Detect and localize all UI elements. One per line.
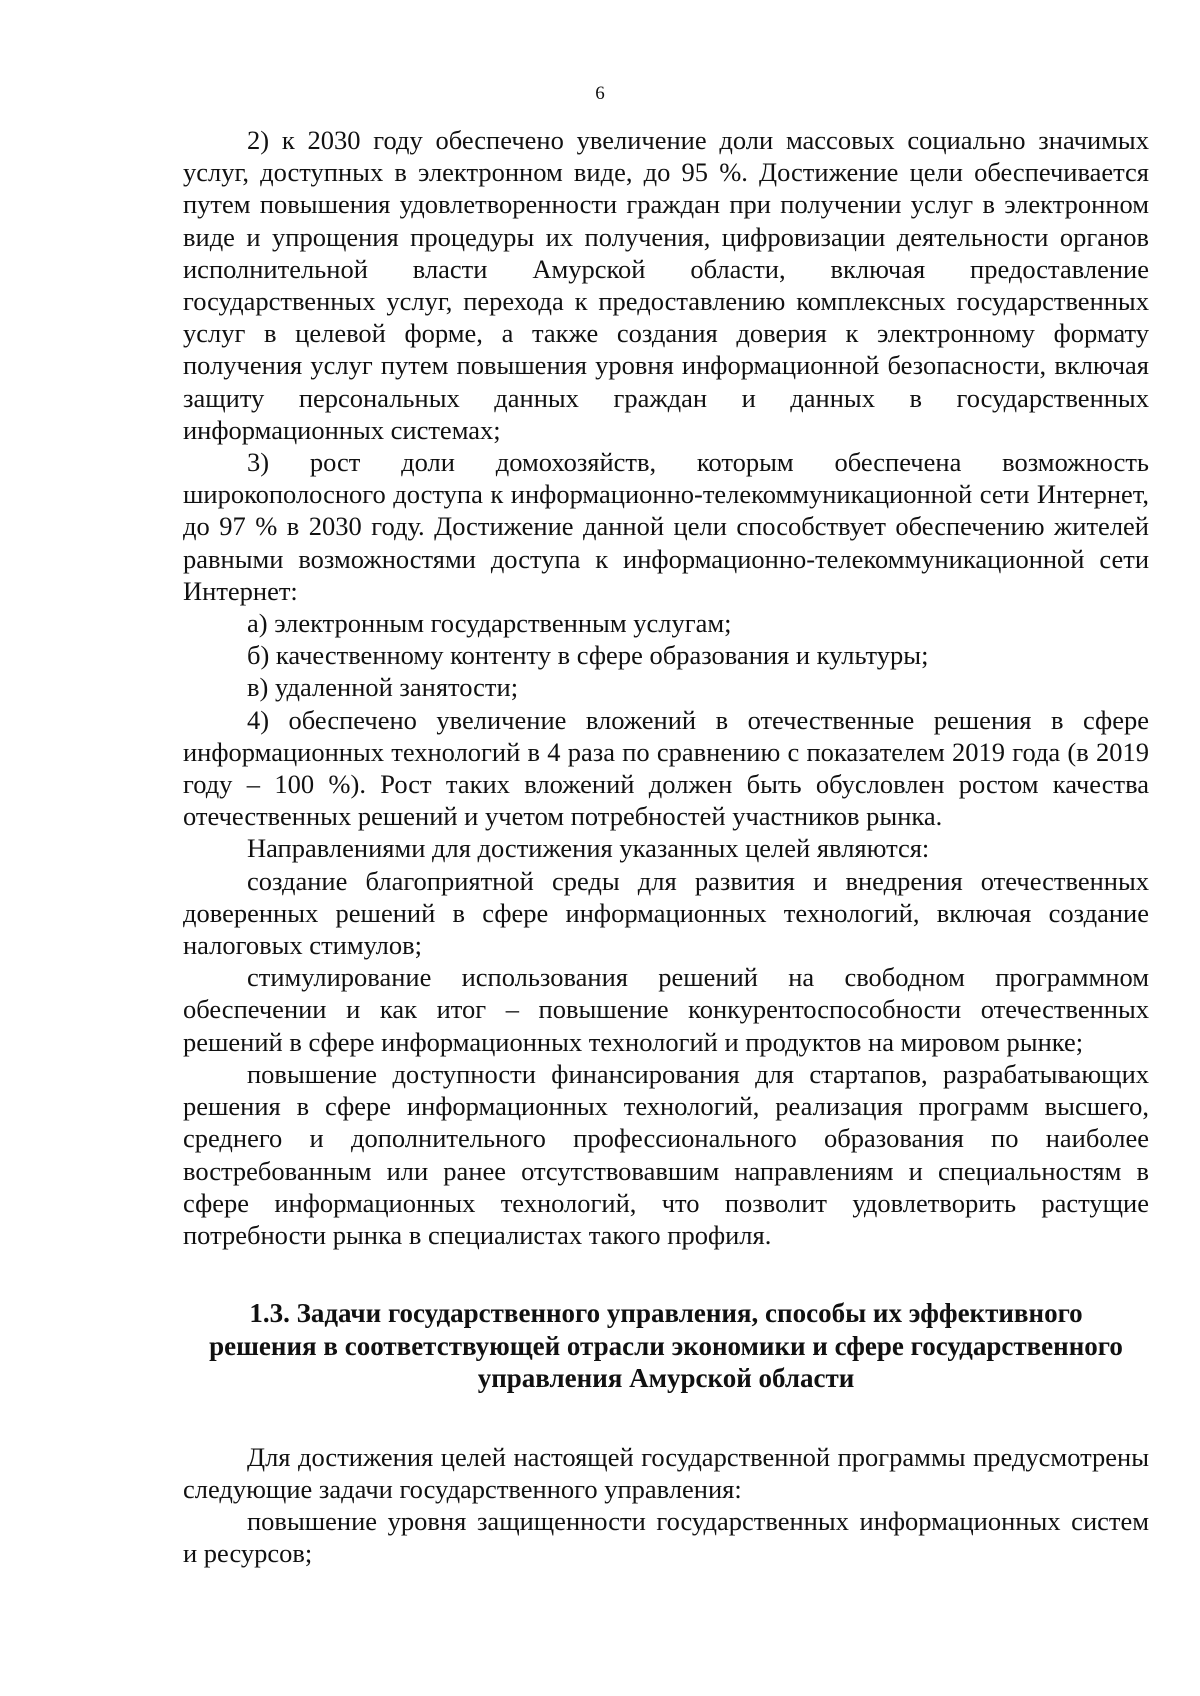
section-heading-line-2: решения в соответствующей отрасли экономики и сфере государственного [209,1330,1123,1361]
document-body [183,124,1149,1569]
section-heading [183,1297,1149,1395]
paragraph-goal-3: 3) рост доли домохозяйств, которым обеспечена возможность широкополосного доступа к информационно-телекоммуникационной сети Интернет, до 97 % в 2030 году. Достижение данной цели способствует обеспечению жителей равными возможностями доступа к информационно-телекоммуникационной сети Интернет: [183,447,1149,606]
paragraph-goal-2: 2) к 2030 году обеспечено увеличение доли массовых социально значимых услуг, доступных в электронном виде, до 95 %. Достижение цели обеспечивается путем повышения удовлетворенности граждан при получении услуг в электронном виде и упрощения процедуры их получения, цифровизации деятельности органов исполнительной власти Амурской области, включая предоставление государственных услуг, перехода к предоставлению комплексных государственных услуг в целевой форме, а также создания доверия к электронному формату получения услуг путем повышения уровня информационной безопасности, включая защиту персональных данных граждан и данных в государственных информационных системах; [183,125,1149,445]
paragraph-direction-2: стимулирование использования решений на свободном программном обеспечении и как итог – повышение конкурентоспособности отечественных решений в сфере информационных технологий и продуктов на мировом рынке; [183,962,1149,1057]
paragraph-direction-1: создание благоприятной среды для развития и внедрения отечественных доверенных решений в сфере информационных технологий, включая создание налоговых стимулов; [183,865,1149,961]
paragraph-goal-4: 4) обеспечено увеличение вложений в отечественные решения в сфере информационных технологий в 4 раза по сравнению с показателем 2019 года (в 2019 году – 100 %). Рост таких вложений должен быть обусловлен ростом качества отечественных решений и учетом потребностей участников рынка. [183,704,1149,832]
paragraph-directions-intro: Направлениями для достижения указанных целей являются: [247,833,930,864]
paragraph-tasks-intro: Для достижения целей настоящей государственной программы предусмотрены следующие задачи государственного управления: [183,1441,1149,1504]
list-item-b: б) качественному контенту в сфере образования и культуры; [247,640,929,671]
list-item-c: в) удаленной занятости; [247,672,519,703]
page-number: 6 [595,83,605,104]
section-heading-line-3: управления Амурской области [477,1363,855,1394]
paragraph-task-1: повышение уровня защищенности государственных информационных систем и ресурсов; [183,1506,1149,1569]
paragraph-direction-3: повышение доступности финансирования для стартапов, разрабатывающих решения в сфере информационных технологий, реализация программ высшего, среднего и дополнительного профессионального образования по наиболее востребованным или ранее отсутствовавшим направлениям и специальностям в сфере информационных технологий, что позволит удовлетворить растущие потребности рынка в специалистах такого профиля. [183,1058,1149,1250]
section-heading-line-1: 1.3. Задачи государственного управления, способы их эффективного [249,1298,1083,1329]
list-item-a: а) электронным государственным услугам; [247,608,732,639]
